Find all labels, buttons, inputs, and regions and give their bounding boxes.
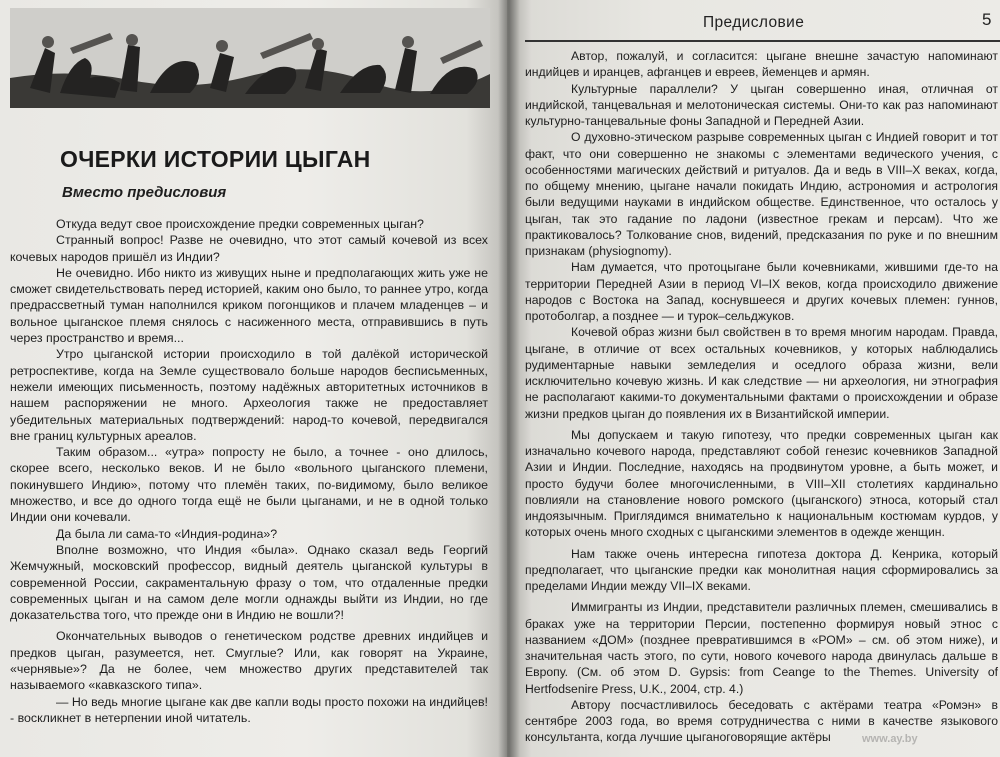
paragraph: Автору посчастливилось беседовать с актёрами театра «Ромэн» в сентябре 2003 года, во время сотрудничества с ними в качестве языкового консультанта, когда лучшие цыганоговорящие актёры bbox=[525, 697, 998, 745]
paragraph: Утро цыганской истории происходило в той далёкой исторической ретроспективе, когда на Земле существовало больше народов бесписьменных, нежели имеющих письменность, поэтому надёжных авторитетных источников в нашем распоряжении не много. Археология также не предоставляет убедительных материальных подтверждений: народ-то кочевой, передвигался вне границ культурных ареалов. bbox=[10, 347, 488, 443]
right-page bbox=[507, 0, 1000, 757]
engraving-illustration bbox=[10, 8, 490, 108]
paragraph: Нам думается, что протоцыгане были кочевниками, жившими где-то на территории Передней Азии в период VI–IX веков, когда происходило движение народов с Востока на Запад, коснувшееся и других кочевых племен: гуннов, протоболгар, а позднее — и турок–сельджуков. bbox=[525, 260, 998, 323]
engraving-banner bbox=[10, 8, 490, 108]
book-gutter bbox=[498, 0, 520, 757]
paragraph: Странный вопрос! Разве не очевидно, что этот самый кочевой из всех кочевых народов пришёл из Индии? bbox=[10, 233, 488, 264]
paragraph: Не очевидно. Ибо никто из живущих ныне и предполагающих жить уже не сможет свидетельствовать перед историей, каким оно было, то раннее утро, когда предрассветный туман наполнился криком погонщиков и плачем младенцев – и вольное цыганское племя снялось с насиженного места, отправившись в путь через пространство и время... bbox=[10, 265, 488, 346]
chapter-subtitle: Вместо предисловия bbox=[62, 184, 227, 201]
left-text-column bbox=[10, 216, 488, 726]
paragraph: Нам также очень интересна гипотеза доктора Д. Кенрика, который предполагает, что цыганские предки как монолитная нация сформировались за пределами Индии между VII–IX веками. bbox=[525, 546, 998, 593]
paragraph: Культурные параллели? У цыган совершенно иная, отличная от индийской, танцевальная и мелотоническая системы. Они-то как раз напоминают культурно-танцевальные фоны Западной и Передней Азии. bbox=[525, 81, 998, 128]
header-rule bbox=[525, 40, 1000, 42]
paragraph: Да была ли сама-то «Индия-родина»? bbox=[56, 526, 278, 541]
paragraph: Иммигранты из Индии, представители различных племен, смешивались в браках уже на территории Персии, постепенно формируя новый этнос с названием «ДОМ» (позднее превратившимся в «РОМ» – см. об этом ниже), и значительная часть этого, по сути, нового кочевого народа двинулась дальше в Европу. (См. об этом D. Gypsis: from Ceange to the Themes. University of Hertfodsenire Press, U.K., 2004, стр. 4.) bbox=[525, 600, 998, 696]
page-number: 5 bbox=[982, 10, 992, 29]
right-text-column bbox=[525, 48, 998, 746]
paragraph: Таким образом... «утра» попросту не было, а точнее - оно длилось, скорее всего, несколько веков. И не было «вольного цыганского племени, покинувшего Индию», потому что племён таких, по-видимому, было великое множество, и все до одного тогда ещё не были цыганами, и не в одной только Индии они кочевали. bbox=[10, 445, 488, 525]
paragraph: — Но ведь многие цыгане как две капли воды просто похожи на индийцев! - воскликнет в нетерпении иной читатель. bbox=[10, 694, 488, 725]
paragraph: Окончательных выводов о генетическом родстве древних индийцев и предков цыган, разумеется, нет. Смуглые? Или, как говорят на Украине, «чернявые»? Да не более, чем множество других представителей так называемого «кавказского типа». bbox=[10, 629, 488, 693]
paragraph: Вполне возможно, что Индия «была». Однако сказал ведь Георгий Жемчужный, московский профессор, видный деятель цыганской культуры в современной России, сакраментальную фразу о том, что отдаленные предки современных цыган и на самом деле могли однажды выйти из Индии, но где доказательства того, что прежде они в Индию не вошли?! bbox=[10, 542, 488, 623]
running-head: Предисловие bbox=[703, 14, 805, 31]
paragraph: Кочевой образ жизни был свойствен в то время многим народам. Правда, цыгане, в отличие от всех остальных кочевников, у которых наблюдались рудиментарные навыки земледелия и оседлого образа жизни, вели исключительно кочевую жизнь. И как следствие — ни археология, ни этнография не располагают какими-то документальными фактами о происхождении и образе жизни предков цыган до появления их в Византийской империи. bbox=[525, 325, 998, 421]
paragraph: Автор, пожалуй, и согласится: цыгане внешне зачастую напоминают индийцев и иранцев, афганцев и евреев, йеменцев и армян. bbox=[525, 49, 998, 80]
paragraph: Откуда ведут свое происхождение предки современных цыган? bbox=[56, 217, 424, 231]
chapter-title: ОЧЕРКИ ИСТОРИИ ЦЫГАН bbox=[60, 146, 371, 172]
paragraph: Мы допускаем и такую гипотезу, что предки современных цыган как изначально кочевого народа, представляют собой генезис кочевников Западной Азии и Индии. Последние, находясь на продвинутом уровне, а быть может, и просто будучи более многочисленными, в VIII–XII столетиях кардинально повлияли на становление нового ромского (цыганского) этноса, который стал индоязычным. Приглядимся внимательно к национальным костюмам курдов, у которых очень много сходных с цыганскими элементов в одежде женщин. bbox=[525, 427, 998, 540]
watermark: www.ay.by bbox=[862, 733, 918, 745]
paragraph: О духовно-этическом разрыве современных цыган с Индией говорит и тот факт, что они совершенно не знакомы с элементами ведического учения, с особенностями магических действий и ритуалов. Да и ведь в VIII–X веках, когда, по общему мнению, цыгане начали покидать Индию, астрономия и астрология были ведущими науками в индийском обществе. Единственное, что осталось у цыган, так это гадание по ладони (известное грекам и персам). Что же практиковалось? Толкование снов, видений, предсказания по руке и по внешним признакам (physiognomy). bbox=[525, 130, 998, 258]
